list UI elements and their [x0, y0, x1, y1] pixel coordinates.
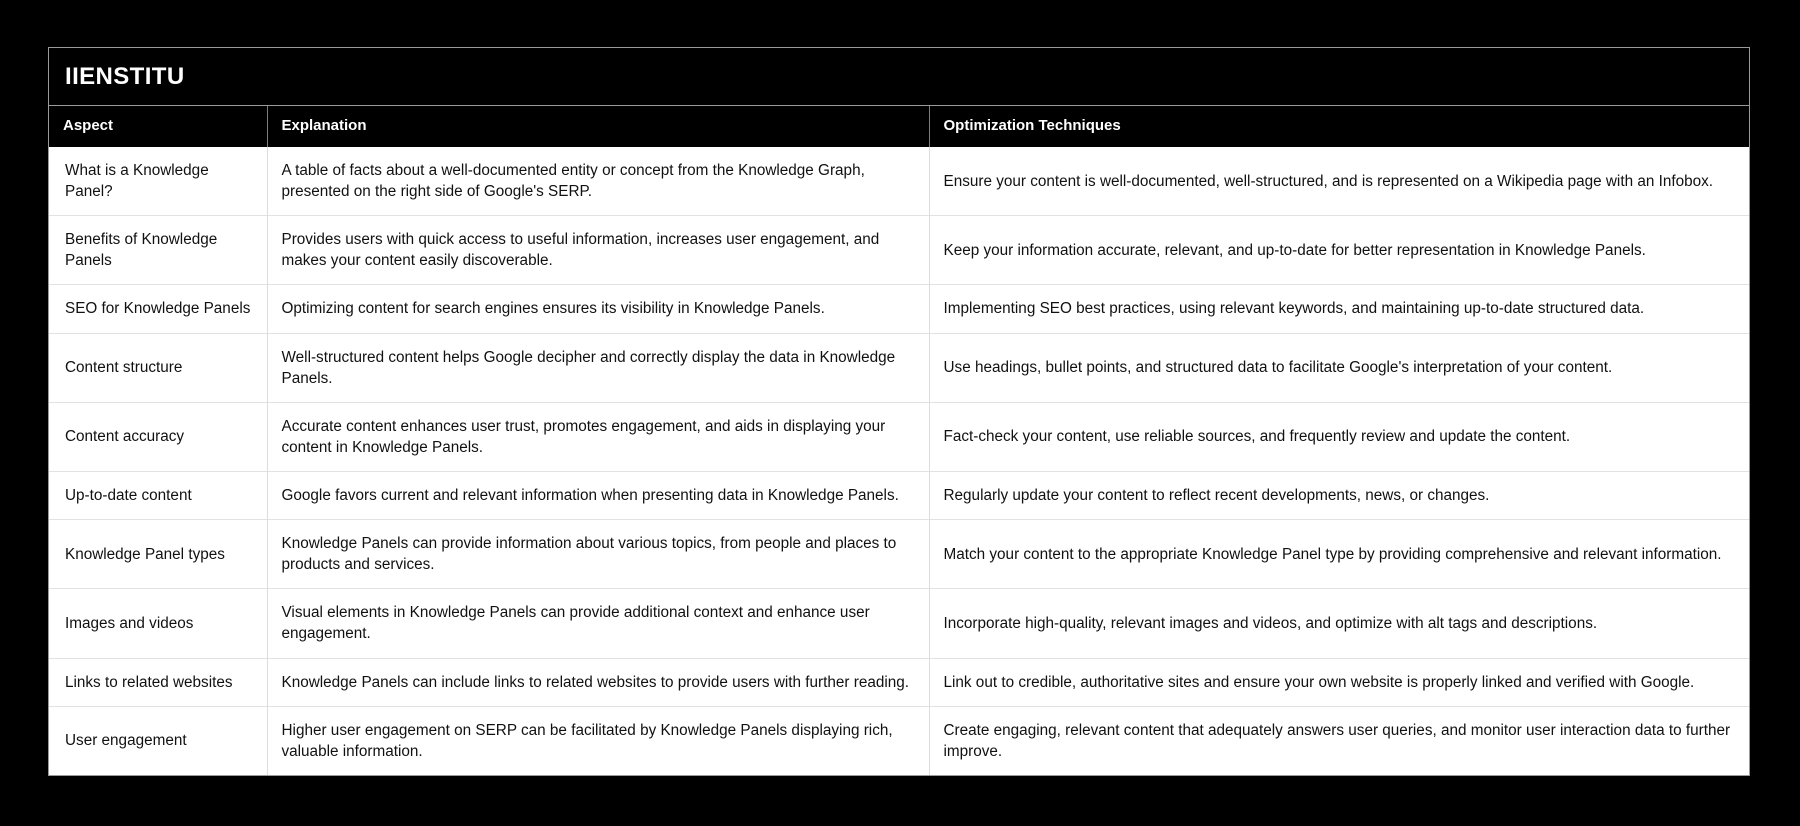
column-header-explanation[interactable]: Explanation — [267, 106, 929, 147]
cell-explanation: Provides users with quick access to useful information, increases user engagement, and makes your content easily discoverable. — [267, 216, 929, 285]
cell-optimization: Ensure your content is well-documented, well-structured, and is represented on a Wikipedia page with an Infobox. — [929, 147, 1749, 216]
table-header-row — [49, 106, 1749, 147]
cell-aspect: What is a Knowledge Panel? — [49, 147, 267, 216]
table-row — [49, 147, 1749, 216]
cell-optimization: Keep your information accurate, relevant, and up-to-date for better representation in Knowledge Panels. — [929, 216, 1749, 285]
knowledge-panel-table-card — [48, 47, 1750, 776]
cell-optimization: Match your content to the appropriate Knowledge Panel type by providing comprehensive and relevant information. — [929, 520, 1749, 589]
cell-aspect: Content accuracy — [49, 402, 267, 471]
cell-aspect: Links to related websites — [49, 658, 267, 706]
cell-aspect: SEO for Knowledge Panels — [49, 285, 267, 333]
cell-optimization: Implementing SEO best practices, using relevant keywords, and maintaining up-to-date structured data. — [929, 285, 1749, 333]
table-row — [49, 706, 1749, 775]
cell-explanation: Accurate content enhances user trust, promotes engagement, and aids in displaying your content in Knowledge Panels. — [267, 402, 929, 471]
cell-aspect: Up-to-date content — [49, 471, 267, 519]
table-row — [49, 402, 1749, 471]
table-body — [49, 147, 1749, 775]
cell-explanation: Optimizing content for search engines ensures its visibility in Knowledge Panels. — [267, 285, 929, 333]
cell-optimization: Create engaging, relevant content that adequately answers user queries, and monitor user interaction data to further improve. — [929, 706, 1749, 775]
table-row — [49, 589, 1749, 658]
cell-optimization: Use headings, bullet points, and structured data to facilitate Google's interpretation of your content. — [929, 333, 1749, 402]
table-row — [49, 658, 1749, 706]
cell-optimization: Regularly update your content to reflect recent developments, news, or changes. — [929, 471, 1749, 519]
column-header-optimization-techniques[interactable]: Optimization Techniques — [929, 106, 1749, 147]
cell-explanation: Knowledge Panels can include links to related websites to provide users with further reading. — [267, 658, 929, 706]
knowledge-panel-table — [49, 106, 1749, 775]
cell-explanation: Higher user engagement on SERP can be facilitated by Knowledge Panels displaying rich, valuable information. — [267, 706, 929, 775]
cell-aspect: Knowledge Panel types — [49, 520, 267, 589]
cell-aspect: Content structure — [49, 333, 267, 402]
cell-optimization: Incorporate high-quality, relevant images and videos, and optimize with alt tags and descriptions. — [929, 589, 1749, 658]
table-row — [49, 285, 1749, 333]
cell-explanation: Well-structured content helps Google decipher and correctly display the data in Knowledge Panels. — [267, 333, 929, 402]
cell-optimization: Link out to credible, authoritative sites and ensure your own website is properly linked and verified with Google. — [929, 658, 1749, 706]
table-row — [49, 216, 1749, 285]
cell-explanation: Knowledge Panels can provide information about various topics, from people and places to products and services. — [267, 520, 929, 589]
cell-aspect: Images and videos — [49, 589, 267, 658]
table-row — [49, 520, 1749, 589]
cell-optimization: Fact-check your content, use reliable sources, and frequently review and update the content. — [929, 402, 1749, 471]
table-header — [49, 106, 1749, 147]
brand-title: IIENSTITU — [65, 63, 185, 90]
table-row — [49, 333, 1749, 402]
cell-aspect: Benefits of Knowledge Panels — [49, 216, 267, 285]
cell-explanation: A table of facts about a well-documented entity or concept from the Knowledge Graph, presented on the right side of Google's SERP. — [267, 147, 929, 216]
column-header-aspect[interactable]: Aspect — [49, 106, 267, 147]
brand-header — [49, 48, 1749, 106]
cell-aspect: User engagement — [49, 706, 267, 775]
cell-explanation: Google favors current and relevant information when presenting data in Knowledge Panels. — [267, 471, 929, 519]
cell-explanation: Visual elements in Knowledge Panels can provide additional context and enhance user engagement. — [267, 589, 929, 658]
table-row — [49, 471, 1749, 519]
